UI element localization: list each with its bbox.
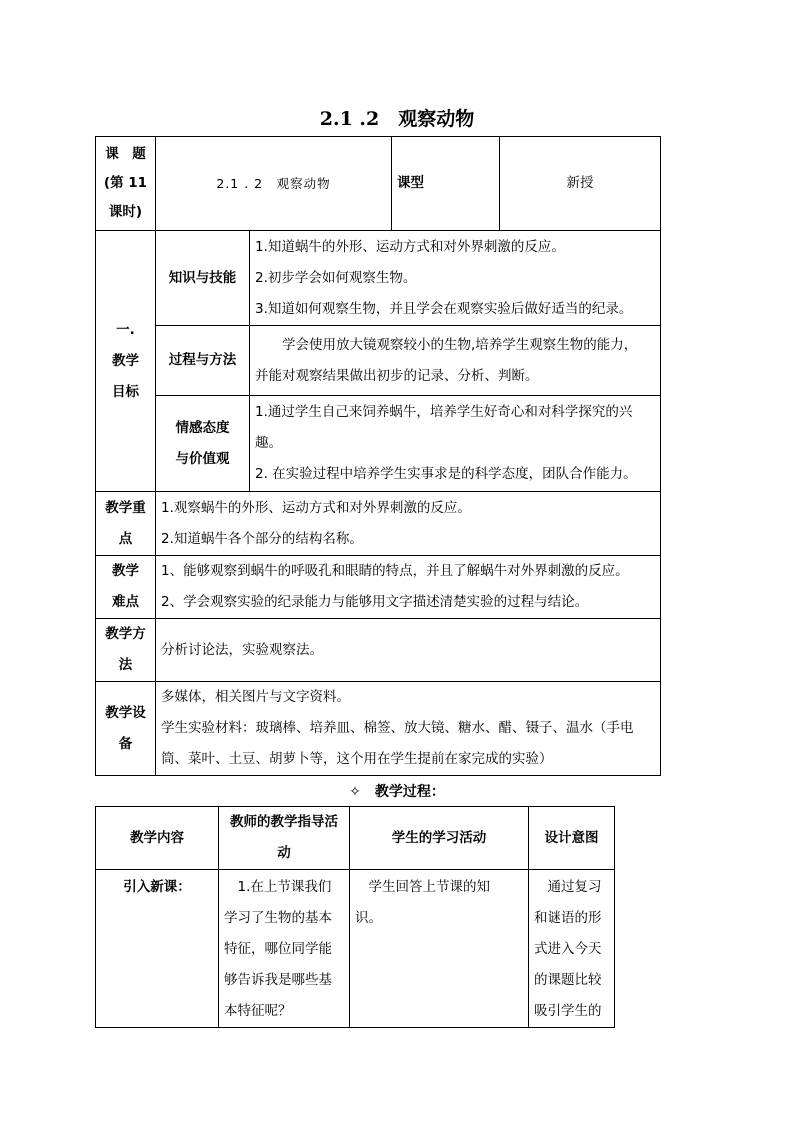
knowledge-row <box>96 231 661 326</box>
process-header-row <box>96 807 615 870</box>
difficulty-row <box>96 556 661 619</box>
focus-label-2: 点 <box>118 530 133 547</box>
row1-intent-line-3: 式进入今天 <box>534 941 602 957</box>
knowledge-line-1: 1.知道蜗牛的外形、运动方式和对外界刺激的反应。 <box>255 238 565 255</box>
knowledge-line-2: 2.初步学会如何观察生物。 <box>255 269 417 286</box>
row1-teacher-line-3: 特征，哪位同学能 <box>224 941 332 957</box>
focus-row <box>96 492 661 556</box>
header-content: 教学内容 <box>96 807 219 870</box>
focus-content <box>156 492 661 556</box>
row1-student <box>350 870 529 1028</box>
header-teacher-1: 教师的教学指导活 <box>230 814 338 830</box>
process-method-content <box>250 326 661 396</box>
equipment-row <box>96 682 661 776</box>
row1-student-line-1: 学生回答上节课的知 <box>355 879 490 895</box>
goals-label-3: 目标 <box>112 383 139 400</box>
topic-label-cell <box>96 137 156 231</box>
process-table <box>95 806 615 1028</box>
process-method-label: 过程与方法 <box>156 326 250 396</box>
type-value: 新授 <box>500 137 661 231</box>
row1-intent-line-5: 吸引学生的 <box>534 1003 602 1019</box>
equipment-line-3: 筒、菜叶、土豆、胡萝卜等，这个用在学生提前在家完成的实验） <box>161 751 553 767</box>
method-label-1: 教学方 <box>105 626 146 642</box>
emotion-line-3: 2. 在实验过程中培养学生实事求是的科学态度，团队合作能力。 <box>255 466 637 482</box>
focus-label-1: 教学重 <box>105 499 146 516</box>
knowledge-label: 知识与技能 <box>156 231 250 326</box>
row1-student-line-2: 识。 <box>355 910 382 926</box>
focus-line-2: 2.知道蜗牛各个部分的结构名称。 <box>161 530 363 547</box>
equipment-label-2: 备 <box>118 735 133 752</box>
header-teacher-2: 动 <box>277 845 291 861</box>
knowledge-line-3: 3.知道如何观察生物，并且学会在观察实验后做好适当的纪录。 <box>255 300 633 317</box>
document-title: 2.1 .2 观察动物 <box>319 108 475 130</box>
header-teacher <box>219 807 350 870</box>
process-row-1 <box>96 870 615 1028</box>
process-method-text-1: 学会使用放大镜观察较小的生物,培养学生观察生物的能力， <box>282 336 638 353</box>
difficulty-line-2: 2、学会观察实验的纪录能力与能够用文字描述清楚实验的过程与结论。 <box>161 594 589 610</box>
emotion-label-1: 情感态度 <box>175 419 230 436</box>
emotion-line-1: 1.通过学生自己来饲养蜗牛，培养学生好奇心和对科学探究的兴 <box>255 404 633 420</box>
difficulty-label-cell <box>96 556 156 619</box>
difficulty-label-1: 教学 <box>112 563 139 579</box>
row1-teacher-line-1: 1.在上节课我们 <box>224 879 332 895</box>
row1-content: 引入新课： <box>96 870 219 1028</box>
emotion-content <box>250 396 661 492</box>
row1-intent-line-2: 和谜语的形 <box>534 910 602 926</box>
method-label-2: 法 <box>118 657 133 673</box>
emotion-row <box>96 396 661 492</box>
method-label-cell <box>96 619 156 682</box>
difficulty-line-1: 1、能够观察到蜗牛的呼吸孔和眼睛的特点，并且了解蜗牛对外界刺激的反应。 <box>161 563 629 579</box>
emotion-line-2: 趣。 <box>255 435 282 451</box>
goals-label-1: 一. <box>116 321 135 338</box>
equipment-line-2: 学生实验材料：玻璃棒、培养皿、棉签、放大镜、糖水、醋、镊子、温水（手电 <box>161 720 634 736</box>
row1-teacher-line-4: 够告诉我是哪些基 <box>224 972 332 988</box>
topic-label-2: (第 11 <box>103 175 148 191</box>
lesson-name: 2.1 . 2 观察动物 <box>156 137 392 231</box>
process-section-title: ✧ 教学过程： <box>349 784 445 800</box>
goals-label-2: 教学 <box>112 352 139 369</box>
method-row <box>96 619 661 682</box>
method-content: 分析讨论法，实验观察法。 <box>156 619 661 682</box>
topic-label-1: 课 题 <box>105 146 146 162</box>
emotion-label-cell <box>156 396 250 492</box>
row1-intent <box>529 870 615 1028</box>
row1-teacher <box>219 870 350 1028</box>
knowledge-content <box>250 231 661 326</box>
goals-label-cell <box>96 231 156 492</box>
header-row <box>96 137 661 231</box>
row1-intent-line-4: 的课题比较 <box>534 972 602 988</box>
type-label: 课型 <box>392 137 500 231</box>
difficulty-label-2: 难点 <box>112 594 139 610</box>
process-method-row <box>96 326 661 396</box>
row1-intent-line-1: 通过复习 <box>534 879 602 895</box>
equipment-content <box>156 682 661 776</box>
emotion-label-2: 与价值观 <box>175 450 230 467</box>
header-student: 学生的学习活动 <box>350 807 529 870</box>
process-method-text-2: 并能对观察结果做出初步的记录、分析、判断。 <box>255 367 539 384</box>
row1-teacher-line-5: 本特征呢？ <box>224 1003 292 1019</box>
topic-label-3: 课时) <box>108 204 143 220</box>
difficulty-content <box>156 556 661 619</box>
focus-label-cell <box>96 492 156 556</box>
lesson-plan-table <box>95 136 661 776</box>
focus-line-1: 1.观察蜗牛的外形、运动方式和对外界刺激的反应。 <box>161 499 471 516</box>
equipment-label-1: 教学设 <box>105 704 146 721</box>
row1-teacher-line-2: 学习了生物的基本 <box>224 910 332 926</box>
header-intent: 设计意图 <box>529 807 615 870</box>
equipment-label-cell <box>96 682 156 776</box>
equipment-line-1: 多媒体，相关图片与文字资料。 <box>161 689 350 705</box>
